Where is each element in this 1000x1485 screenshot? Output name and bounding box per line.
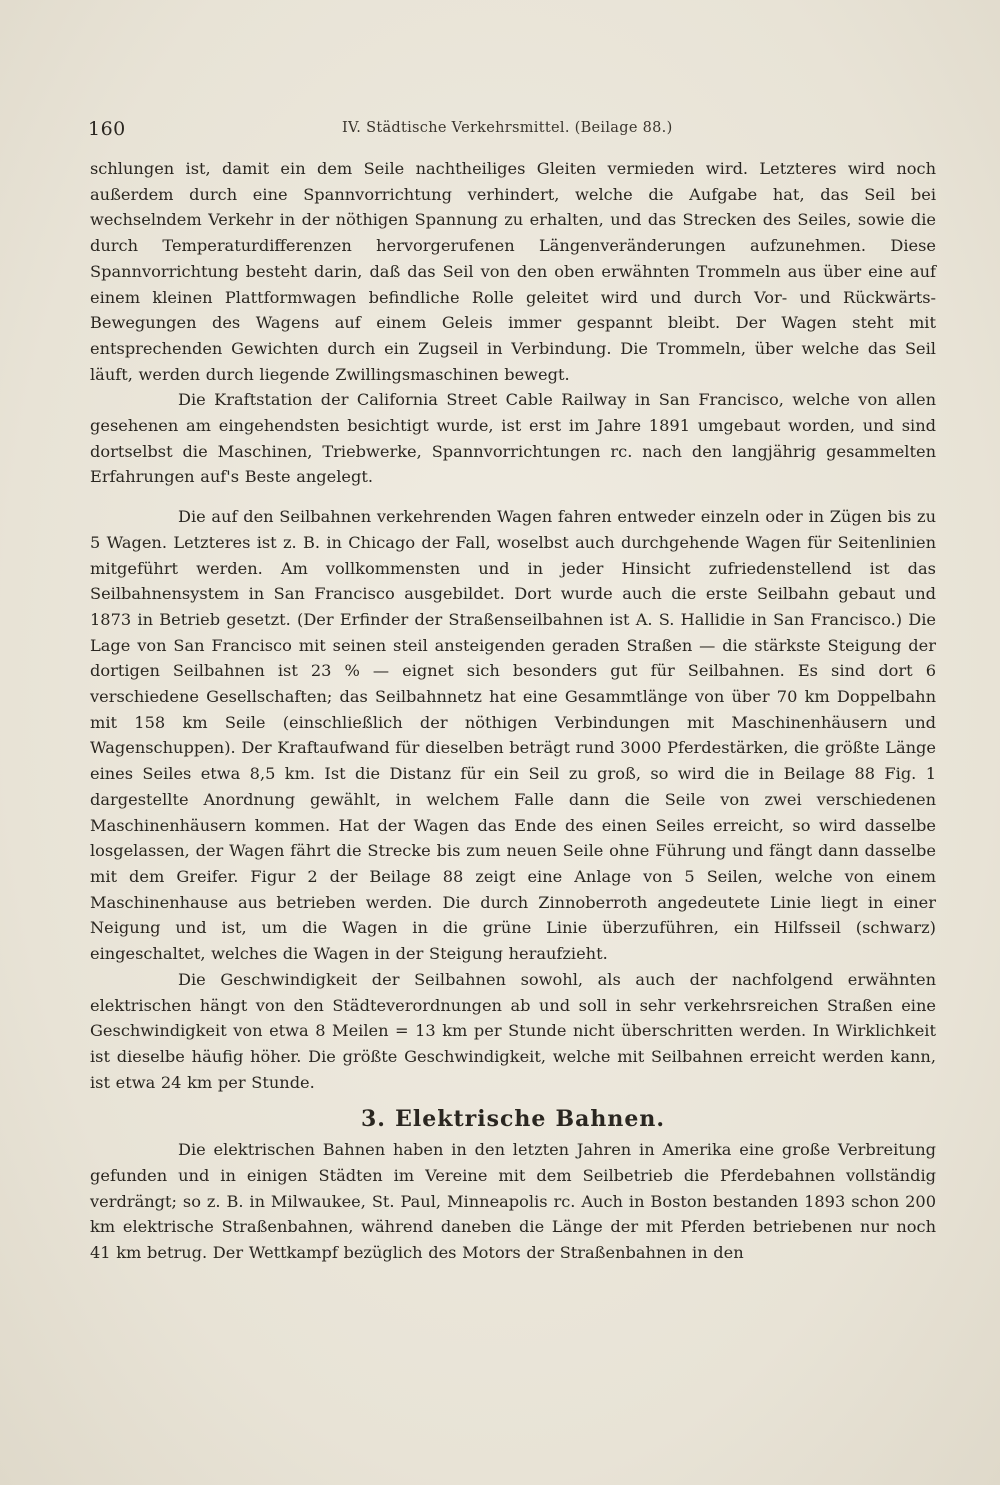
running-head: IV. Städtische Verkehrsmittel. (Beilage 88.) (342, 120, 673, 136)
paragraph-electric-railways: Die elektrischen Bahnen haben in den letzten Jahren in Amerika eine große Verbreitung gefunden und in einigen Städten im Vereine mit dem Seilbetrieb die Pferdebahnen vollständig verdrängt; so z. B. in Milwaukee, St. Paul, Minneapolis rc. Auch in Boston bestanden 1893 schon 200 km elektrische Straßenbahnen, während daneben die Länge der mit Pferden betriebenen nur noch 41 km betrug. Der Wettkampf bezüglich des Motors der Straßenbahnen in den (90, 1140, 936, 1263)
paragraph-power-station: Die Kraftstation der California Street Cable Railway in San Francisco, welche von allen gesehenen am eingehendsten besichtigt wurde, ist erst im Jahre 1891 umgebaut worden, und sind dortselbst die Maschinen, Triebwerke, Spannvorrichtungen rc. nach den langjährig gesammelten Erfahrungen auf's Beste angelegt. (90, 390, 936, 487)
paragraph-gap (90, 490, 936, 504)
page-number: 160 (88, 118, 126, 140)
paragraph-speed: Die Geschwindigkeit der Seilbahnen sowohl, als auch der nachfolgend erwähnten elektrischen hängt von den Städteverordnungen ab und soll in sehr verkehrsreichen Straßen eine Geschwindigkeit von etwa 8 Meilen = 13 km per Stunde nicht überschritten werden. In Wirklichkeit ist dieselbe häufig höher. Die größte Geschwindigkeit, welche mit Seilbahnen erreicht werden kann, ist etwa 24 km per Stunde. (90, 969, 936, 1092)
paragraph-continuation: schlungen ist, damit ein dem Seile nachtheiliges Gleiten vermieden wird. Letzteres wird noch außerdem durch eine Spannvorrichtung verhindert, welche die Aufgabe hat, das Seil bei wechselndem Verkehr in der nöthigen Spannung zu erhalten, und das Strecken des Seiles, sowie die durch Temperaturdifferenzen hervorgerufenen Längenveränderungen aufzunehmen. Diese Spannvorrichtung besteht darin, daß das Seil von den oben erwähnten Trommeln aus über eine auf einem kleinen Plattformwagen befindliche Rolle geleitet wird und durch Vor- und Rückwärts-Bewegungen des Wagens auf einem Geleis immer gespannt bleibt. Der Wagen steht mit entsprechenden Gewichten durch ein Zugseil in Verbindung. Die Trommeln, über welche das Seil läuft, werden durch liegende Zwillingsmaschinen bewegt. (90, 159, 936, 384)
body-text (90, 156, 936, 1266)
page-header (88, 118, 938, 142)
paragraph-cable-cars: Die auf den Seilbahnen verkehrenden Wagen fahren entweder einzeln oder in Zügen bis zu 5 Wagen. Letzteres ist z. B. in Chicago der Fall, woselbst auch durchgehende Wagen für Seitenlinien mitgeführt werden. Am vollkommensten und in jeder Hinsicht zufriedenstellend ist das Seilbahnensystem in San Francisco ausgebildet. Dort wurde auch die erste Seilbahn gebaut und 1873 in Betrieb gesetzt. (Der Erfinder der Straßenseilbahnen ist A. S. Hallidie in San Francisco.) Die Lage von San Francisco mit seinen steil ansteigenden geraden Straßen — die stärkste Steigung der dortigen Seilbahnen ist 23 % — eignet sich besonders gut für Seilbahnen. Es sind dort 6 verschiedene Gesellschaften; das Seilbahnnetz hat eine Gesammtlänge von über 70 km Doppelbahn mit 158 km Seile (einschließlich der nöthigen Verbindungen mit Maschinenhäusern und Wagenschuppen). Der Kraftaufwand für dieselben beträgt rund 3000 Pferdestärken, die größte Länge eines Seiles etwa 8,5 km. Ist die Distanz für ein Seil zu groß, so wird die in Beilage 88 Fig. 1 dargestellte Anordnung gewählt, in welchem Falle dann die Seile von zwei verschiedenen Maschinenhäusern kommen. Hat der Wagen das Ende des einen Seiles erreicht, so wird dasselbe losgelassen, der Wagen fährt die Strecke bis zum neuen Seile ohne Führung und fängt dann dasselbe mit dem Greifer. Figur 2 der Beilage 88 zeigt eine Anlage von 5 Seilen, welche von einem Maschinenhause aus betrieben werden. Die durch Zinnoberroth angedeutete Linie liegt in einer Neigung und ist, um die Wagen in die grüne Linie überzuführen, ein Hilfsseil (schwarz) eingeschaltet, welches die Wagen in der Steigung heraufzieht. (90, 507, 936, 964)
section-heading: 3. Elektrische Bahnen. (360, 1106, 666, 1133)
